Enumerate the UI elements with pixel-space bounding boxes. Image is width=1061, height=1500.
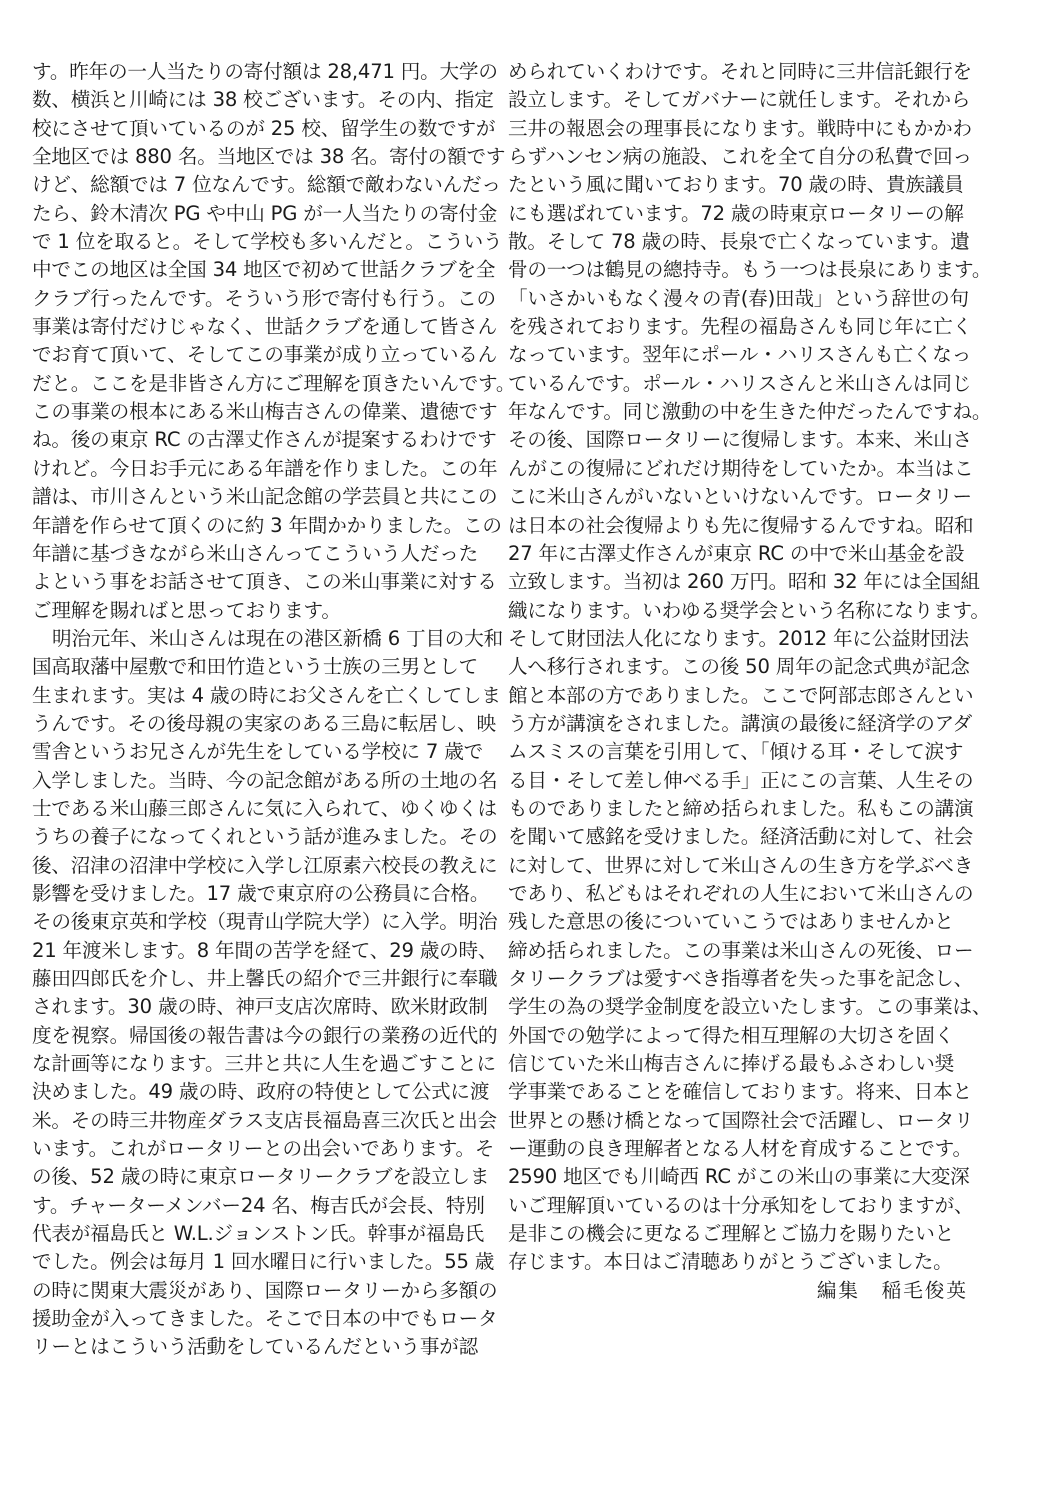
text-line: ー運動の良き理解者となる人材を育成することです。 [508, 1137, 972, 1161]
text-line: んがこの復帰にどれだけ期待をしていたか。本当はこ [508, 456, 974, 480]
text-line: この事業の根本にある米山梅吉さんの偉業、遺徳です [32, 400, 498, 424]
text-line: よという事をお話させて頂き、この米山事業に対する [32, 570, 497, 594]
text-line: リーとはこういう活動をしているんだという事が認 [32, 1335, 479, 1359]
text-line: 21 年渡米します。8 年間の苦学を経て、29 歳の時、 [32, 938, 498, 962]
text-line: 年譜に基づきながら米山さんってこういう人だった [32, 541, 479, 565]
text-line: クラブ行ったんです。そういう形で寄付も行う。この [32, 286, 496, 310]
left-text-column [32, 58, 516, 1362]
text-line: 「いさかいもなく漫々の青(春)田哉」という辞世の句 [508, 286, 969, 310]
text-line: なっています。翌年にポール・ハリスさんも亡くなっ [508, 343, 972, 367]
text-line: その後東京英和学校（現青山学院大学）に入学。明治 [32, 910, 498, 934]
text-line: 藤田四郎氏を介し、井上馨氏の紹介で三井銀行に奉職 [32, 967, 498, 990]
text-line: 入学しました。当時、今の記念館がある所の土地の名 [32, 768, 498, 792]
text-line: 後、沼津の沼津中学校に入学し江原素六校長の教えに [32, 853, 498, 877]
text-line: けど、総額では 7 位なんです。総額で敵わないんだっ [32, 173, 501, 197]
text-line: 決めました。49 歳の時、政府の特使として公式に渡 [32, 1080, 490, 1104]
text-line: 骨の一つは鶴見の總持寺。もう一つは長泉にあります。 [508, 258, 992, 282]
text-line: ものでありましたと締め括られました。私もこの講演 [508, 796, 974, 820]
text-line: 27 年に古澤丈作さんが東京 RC の中で米山基金を設 [508, 541, 965, 565]
text-line: 事業は寄付だけじゃなく、世話クラブを通して皆さん [32, 315, 498, 339]
text-line: 数、横浜と川崎には 38 校ございます。その内、指定 [32, 88, 494, 112]
text-line: 2590 地区でも川崎西 RC がこの米山の事業に大変深 [508, 1165, 970, 1189]
text-line: に対して、世界に対して米山さんの生き方を学ぶべき [508, 853, 974, 877]
text-line: そして財団法人化になります。2012 年に公益財団法 [508, 626, 969, 650]
text-line: 残した意思の後についていこうではありませんかと [508, 910, 954, 934]
text-line: であり、私どもはそれぞれの人生において米山さんの [508, 881, 974, 905]
text-line: その後、国際ロータリーに復帰します。本来、米山さ [508, 428, 972, 452]
text-line: ね。後の東京 RC の古澤丈作さんが提案するわけです [32, 428, 497, 452]
text-line: でお育て頂いて、そしてこの事業が成り立っているん [32, 343, 498, 367]
text-line: 世界との懸け橋となって国際社会で活躍し、ロータリ [508, 1108, 974, 1132]
text-line: る目・そして差し伸べる手」正にこの言葉、人生その [508, 768, 974, 792]
text-line: の後、52 歳の時に東京ロータリークラブを設立しま [32, 1165, 490, 1189]
text-line: を聞いて感銘を受けました。経済活動に対して、社会 [508, 825, 974, 849]
text-line: たという風に聞いております。70 歳の時、貴族議員 [508, 173, 964, 197]
text-line: 校にさせて頂いているのが 25 校、留学生の数ですが [32, 116, 496, 140]
text-line: で 1 位を取ると。そして学校も多いんだと。こういう [32, 230, 503, 254]
text-line: す。昨年の一人当たりの寄付額は 28,471 円。大学の [32, 60, 498, 83]
text-line: 全地区では 880 名。当地区では 38 名。寄付の額です [32, 145, 506, 169]
right-text-column [508, 58, 992, 1305]
text-line: 譜は、市川さんという米山記念館の学芸員と共にこの [32, 485, 498, 509]
text-line: たら、鈴木清次 PG や中山 PG が一人当たりの寄付金 [32, 201, 498, 225]
text-line: 学事業であることを確信しております。将来、日本と [508, 1080, 972, 1104]
text-line: 援助金が入ってきました。そこで日本の中でもロータ [32, 1307, 498, 1331]
text-line: 締め括られました。この事業は米山さんの死後、ロー [508, 938, 974, 962]
text-line: だと。ここを是非皆さん方にご理解を頂きたいんです。 [32, 371, 516, 395]
text-line: 度を視察。帰国後の報告書は今の銀行の業務の近代的 [32, 1023, 498, 1047]
text-line: 存じます。本日はご清聴ありがとうございました。 [508, 1250, 953, 1274]
text-line: でした。例会は毎月 1 回水曜日に行いました。55 歳 [32, 1250, 495, 1274]
text-line: は日本の社会復帰よりも先に復帰するんですね。昭和 [508, 513, 974, 537]
text-line: うんです。その後母親の実家のある三島に転居し、映 [32, 711, 496, 735]
text-line: められていくわけです。それと同時に三井信託銀行を [508, 60, 972, 83]
text-line: らずハンセン病の施設、これを全て自分の私費で回っ [508, 145, 972, 169]
text-line: ムスミスの言葉を引用して、「傾ける耳・そして涙す [508, 740, 964, 764]
text-line: 学生の為の奨学金制度を設立いたします。この事業は、 [508, 995, 992, 1019]
editor-signature: 編集 稲毛俊英 [816, 1278, 968, 1302]
text-line: 人へ移行されます。この後 50 周年の記念式典が記念 [508, 655, 970, 679]
text-line: ご理解を賜ればと思っております。 [32, 598, 341, 622]
text-line: 国高取藩中屋敷で和田竹造という士族の三男として [32, 655, 479, 679]
text-line: す。チャーターメンバー24 名、梅吉氏が会長、特別 [32, 1193, 485, 1217]
text-line: 代表が福島氏と W.L.ジョンストン氏。幹事が福島氏 [32, 1222, 485, 1246]
text-line: うちの養子になってくれという話が進みました。その [32, 825, 498, 849]
text-line: 館と本部の方でありました。ここで阿部志郎さんとい [508, 683, 974, 707]
text-line: にも選ばれています。72 歳の時東京ロータリーの解 [508, 201, 964, 225]
text-line: 是非この機会に更なるご理解とご協力を賜りたいと [508, 1222, 955, 1246]
text-line: 中でこの地区は全国 34 地区で初めて世話クラブを全 [32, 258, 496, 282]
text-line: 三井の報恩会の理事長になります。戦時中にもかかわ [508, 116, 972, 140]
text-line: けれど。今日お手元にある年譜を作りました。この年 [32, 456, 498, 480]
text-line: ているんです。ポール・ハリスさんと米山さんは同じ [508, 371, 972, 395]
text-line: されます。30 歳の時、神戸支店次席時、欧米財政制 [32, 995, 488, 1019]
text-line: う方が講演をされました。講演の最後に経済学のアダ [508, 711, 973, 735]
text-line: 年なんです。同じ激動の中を生きた仲だったんですね。 [508, 400, 992, 424]
text-line: 士である米山藤三郎さんに気に入られて、ゆくゆくは [32, 796, 498, 820]
text-line: 織になります。いわゆる奨学会という名称になります。 [508, 598, 990, 622]
text-line: を残されております。先程の福島さんも同じ年に亡く [508, 315, 972, 339]
text-line: 雪舎というお兄さんが先生をしている学校に 7 歳で [32, 740, 483, 764]
text-line: タリークラブは愛すべき指導者を失った事を記念し、 [508, 967, 974, 990]
text-line: な計画等になります。三井と共に人生を過ごすことに [32, 1052, 496, 1076]
text-line: の時に関東大震災があり、国際ロータリーから多額の [32, 1278, 498, 1302]
text-line: こに米山さんがいないといけないんです。ロータリー [508, 485, 972, 509]
text-line: 外国での勉学によって得た相互理解の大切さを固く [508, 1023, 955, 1047]
text-line: 明治元年、米山さんは現在の港区新橋 6 丁目の大和 [52, 626, 503, 650]
text-line: 立致します。当初は 260 万円。昭和 32 年には全国組 [508, 570, 980, 594]
text-line: 散。そして 78 歳の時、長泉で亡くなっています。遺 [508, 230, 970, 254]
text-line: います。これがロータリーとの出会いであります。そ [32, 1137, 495, 1161]
text-line: 生まれます。実は 4 歳の時にお父さんを亡くしてしま [32, 683, 501, 707]
text-line: 設立します。そしてガバナーに就任します。それから [508, 88, 971, 112]
text-line: 信じていた米山梅吉さんに捧げる最もふさわしい奨 [508, 1052, 955, 1076]
text-line: 米。その時三井物産ダラス支店長福島喜三次氏と出会 [32, 1108, 497, 1132]
text-line: 年譜を作らせて頂くのに約 3 年間かかりました。この [32, 513, 502, 537]
text-line: いご理解頂いているのは十分承知をしておりますが、 [508, 1193, 974, 1217]
text-line: 影響を受けました。17 歳で東京府の公務員に合格。 [32, 881, 490, 905]
